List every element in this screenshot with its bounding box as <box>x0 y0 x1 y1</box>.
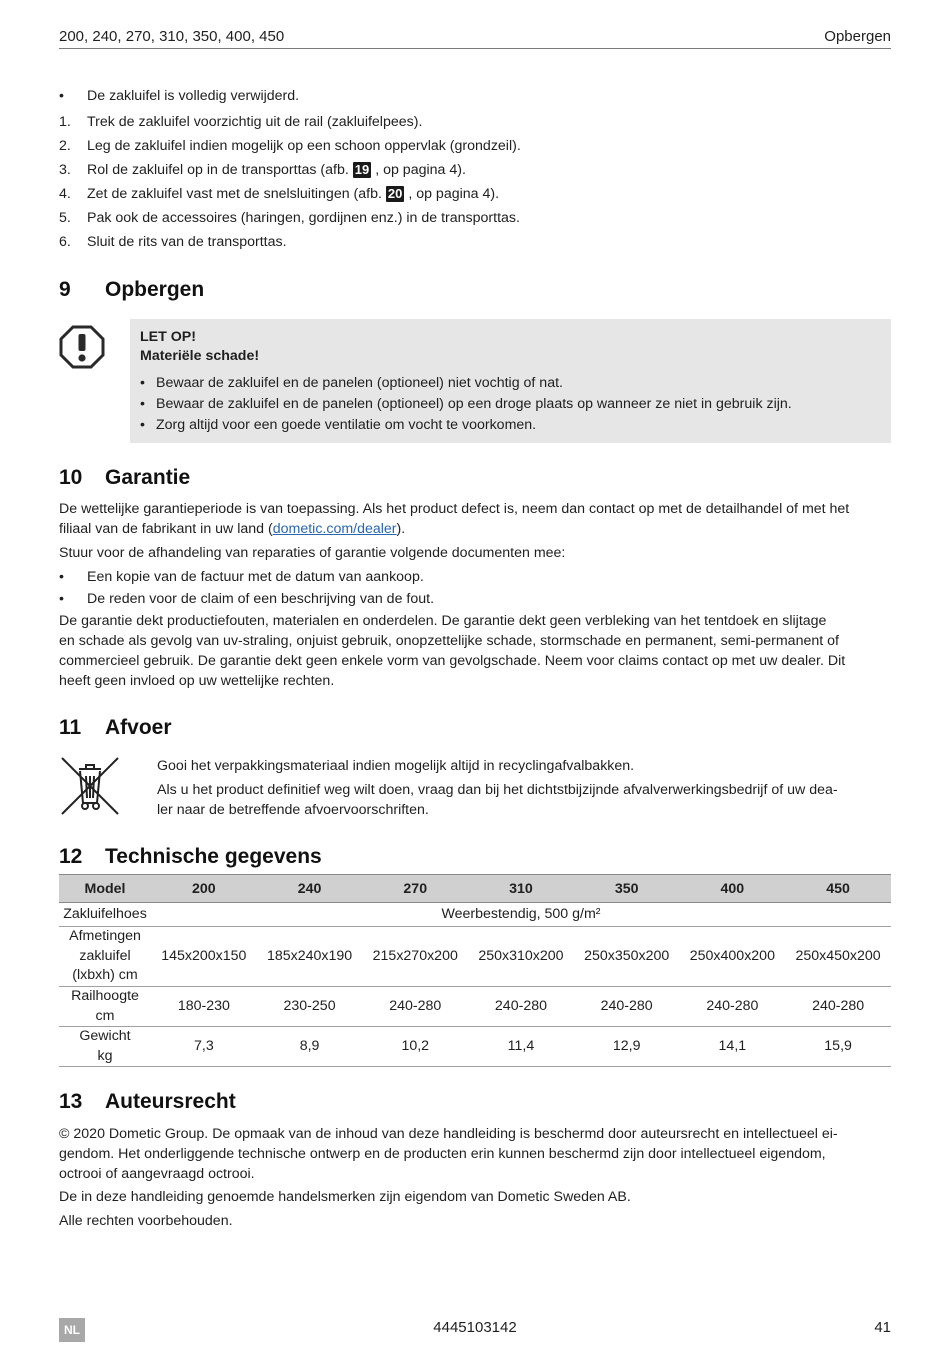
column-header: 450 <box>785 875 891 903</box>
step-number: 1. <box>59 114 71 130</box>
paragraph: Stuur voor de afhandeling van reparaties of garantie volgende documenten mee: <box>59 545 566 561</box>
section-title: Technische gegevens <box>105 845 322 868</box>
step-text-part: Rol de zakluifel op in de transporttas (afb. <box>87 162 349 178</box>
paragraph-line: en schade als gevolg van uv-straling, onjuist gebruik, onopzettelijke schade, stormschade en permanent, semi-permanent of <box>59 633 839 649</box>
table-row <box>59 1027 891 1067</box>
notice-box <box>130 319 891 443</box>
paragraph: De in deze handleiding genoemde handelsmerken zijn eigendom van Dometic Sweden AB. <box>59 1189 631 1205</box>
step-number: 5. <box>59 210 71 226</box>
table-cell: 8,9 <box>257 1027 363 1067</box>
table-cell: 240-280 <box>362 987 468 1027</box>
step-text-part: , op pagina 4). <box>375 162 466 178</box>
table-cell: 240-280 <box>785 987 891 1027</box>
column-header: 400 <box>680 875 786 903</box>
bullet-dot: • <box>59 88 64 104</box>
column-header: Model <box>59 875 151 903</box>
list-item: Een kopie van de factuur met de datum van aankoop. <box>87 569 424 585</box>
bullet-dot: • <box>59 569 64 585</box>
row-label: Zakluifelhoes <box>59 903 151 927</box>
paragraph: De wettelijke garantieperiode is van toepassing. Als het product defect is, neem dan contact op met de detailhandel of met het <box>59 501 850 517</box>
column-header: 350 <box>574 875 680 903</box>
table-cell: 240-280 <box>468 987 574 1027</box>
notice-subtitle: Materiële schade! <box>140 348 260 364</box>
row-label-line: Afmetingen <box>69 928 141 945</box>
list-item: De reden voor de claim of een beschrijving van de fout. <box>87 591 435 607</box>
header-section: Opbergen <box>824 28 891 45</box>
table-cell: 11,4 <box>468 1027 574 1067</box>
language-badge: NL <box>59 1318 85 1342</box>
paragraph <box>59 519 891 539</box>
step-number: 4. <box>59 186 71 202</box>
row-label-line: Railhoogte <box>71 988 139 1004</box>
figure-ref-badge[interactable]: 20 <box>387 186 403 201</box>
row-label <box>59 987 151 1027</box>
section-title: Opbergen <box>105 278 205 301</box>
table-cell: 185x240x190 <box>257 927 363 987</box>
table-header-row <box>59 875 891 903</box>
step-text-part: , op pagina 4). <box>408 186 500 202</box>
bullet-dot: • <box>140 396 145 412</box>
column-header: 270 <box>362 875 468 903</box>
crossed-out-bin-icon <box>59 755 121 817</box>
section-heading-opbergen <box>59 277 204 303</box>
caution-octagon-icon <box>59 325 105 369</box>
table-cell: 240-280 <box>574 987 680 1027</box>
section-number: 13 <box>59 1090 83 1113</box>
section-heading-technische-gegevens <box>59 844 322 870</box>
step-text: Leg de zakluifel indien mogelijk op een schoon oppervlak (grondzeil). <box>87 138 521 154</box>
figure-ref-badge[interactable]: 19 <box>354 162 370 177</box>
step-text: Sluit de rits van de transporttas. <box>87 234 287 250</box>
step-text-part: Zet de zakluifel vast met de snelsluitingen (afb. <box>87 186 382 202</box>
paragraph-line: octrooi of aangevraagd octrooi. <box>59 1166 255 1182</box>
table-cell: 10,2 <box>362 1027 468 1067</box>
table-cell: 7,3 <box>151 1027 257 1067</box>
row-label <box>59 927 151 987</box>
row-label-line: zakluifel <box>79 947 131 964</box>
paragraph-line: ler naar de betreffende afvoervoorschriften. <box>157 802 429 818</box>
row-label-line: cm <box>95 1007 115 1024</box>
section-heading-garantie <box>59 465 190 491</box>
section-number: 9 <box>59 278 71 301</box>
step-text <box>87 160 891 180</box>
paragraph-line: © 2020 Dometic Group. De opmaak van de inhoud van deze handleiding is beschermd door auteursrecht en intellectueel ei- <box>59 1126 838 1142</box>
table-cell: 250x310x200 <box>468 927 574 987</box>
table-cell: 12,9 <box>574 1027 680 1067</box>
table-cell: 145x200x150 <box>151 927 257 987</box>
row-label <box>59 1027 151 1067</box>
column-header: 240 <box>257 875 363 903</box>
table-cell: 240-280 <box>680 987 786 1027</box>
bullet-dot: • <box>140 375 145 391</box>
text-part: ). <box>396 521 406 537</box>
page-header <box>59 27 891 49</box>
paragraph-line: gendom. Het onderliggende technische ontwerp en de producten erin kunnen beschermd zijn door intellectueel eigendom, <box>59 1146 826 1162</box>
paragraph-line: De garantie dekt productiefouten, materialen en onderdelen. De garantie dekt geen verbleking van het tentdoek en slijtage <box>59 613 827 629</box>
table-cell: 14,1 <box>680 1027 786 1067</box>
notice-item: Zorg altijd voor een goede ventilatie om vocht te voorkomen. <box>156 417 537 433</box>
section-heading-auteursrecht <box>59 1089 236 1115</box>
section-title: Afvoer <box>105 716 172 739</box>
paragraph: Gooi het verpakkingsmateriaal indien mogelijk altijd in recyclingafvalbakken. <box>157 758 635 774</box>
notice-item: Bewaar de zakluifel en de panelen (optioneel) op een droge plaats op wanneer ze niet in gebruik zijn. <box>156 396 792 412</box>
step-number: 6. <box>59 234 71 250</box>
paragraph-line: commercieel gebruik. De garantie dekt geen enkele vorm van gevolgschade. Neem voor claims contact op met uw dealer. Dit <box>59 653 846 669</box>
table-row <box>59 903 891 927</box>
spec-table <box>59 874 891 1067</box>
document-number: 4445103142 <box>433 1319 517 1336</box>
step-text: Trek de zakluifel voorzichtig uit de rail (zakluifelpees). <box>87 114 423 130</box>
section-number: 12 <box>59 845 83 868</box>
section-number: 11 <box>59 716 82 739</box>
header-models: 200, 240, 270, 310, 350, 400, 450 <box>59 28 285 45</box>
table-cell: 250x400x200 <box>680 927 786 987</box>
table-cell: Weerbestendig, 500 g/m² <box>151 903 891 927</box>
notice-item: Bewaar de zakluifel en de panelen (optioneel) niet vochtig of nat. <box>156 375 563 391</box>
column-header: 200 <box>151 875 257 903</box>
paragraph-line: Als u het product definitief weg wilt doen, vraag dan bij het dichtstbijzijnde afvalverwerkingsbedrijf of uw dea- <box>157 782 838 798</box>
table-cell: 250x350x200 <box>574 927 680 987</box>
section-number: 10 <box>59 466 83 489</box>
step-number: 2. <box>59 138 71 154</box>
paragraph-line: heeft geen invloed op uw wettelijke rechten. <box>59 673 335 689</box>
step-number: 3. <box>59 162 71 178</box>
row-label-line: (lxbxh) cm <box>72 967 138 984</box>
table-cell: 15,9 <box>785 1027 891 1067</box>
table-row <box>59 927 891 987</box>
text-part: filiaal van de fabrikant in uw land ( <box>59 521 273 537</box>
page-number: 41 <box>874 1319 891 1336</box>
table-row <box>59 987 891 1027</box>
bullet-dot: • <box>59 591 64 607</box>
table-cell: 180-230 <box>151 987 257 1027</box>
step-text: Pak ook de accessoires (haringen, gordijnen enz.) in de transporttas. <box>87 210 520 226</box>
paragraph: Alle rechten voorbehouden. <box>59 1213 233 1229</box>
column-header: 310 <box>468 875 574 903</box>
section-title: Garantie <box>105 466 191 489</box>
row-label-line: Gewicht <box>79 1028 131 1044</box>
table-cell: 230-250 <box>257 987 363 1027</box>
notice-title: LET OP! <box>140 329 196 345</box>
table-cell: 215x270x200 <box>362 927 468 987</box>
intro-bullet: De zakluifel is volledig verwijderd. <box>87 88 300 104</box>
section-heading-afvoer <box>59 715 172 741</box>
bullet-dot: • <box>140 417 145 433</box>
section-title: Auteursrecht <box>105 1090 236 1113</box>
dealer-link[interactable]: dometic.com/dealer <box>272 521 397 537</box>
table-cell: 250x450x200 <box>785 927 891 987</box>
step-text <box>87 184 891 204</box>
row-label-line: kg <box>97 1047 113 1064</box>
